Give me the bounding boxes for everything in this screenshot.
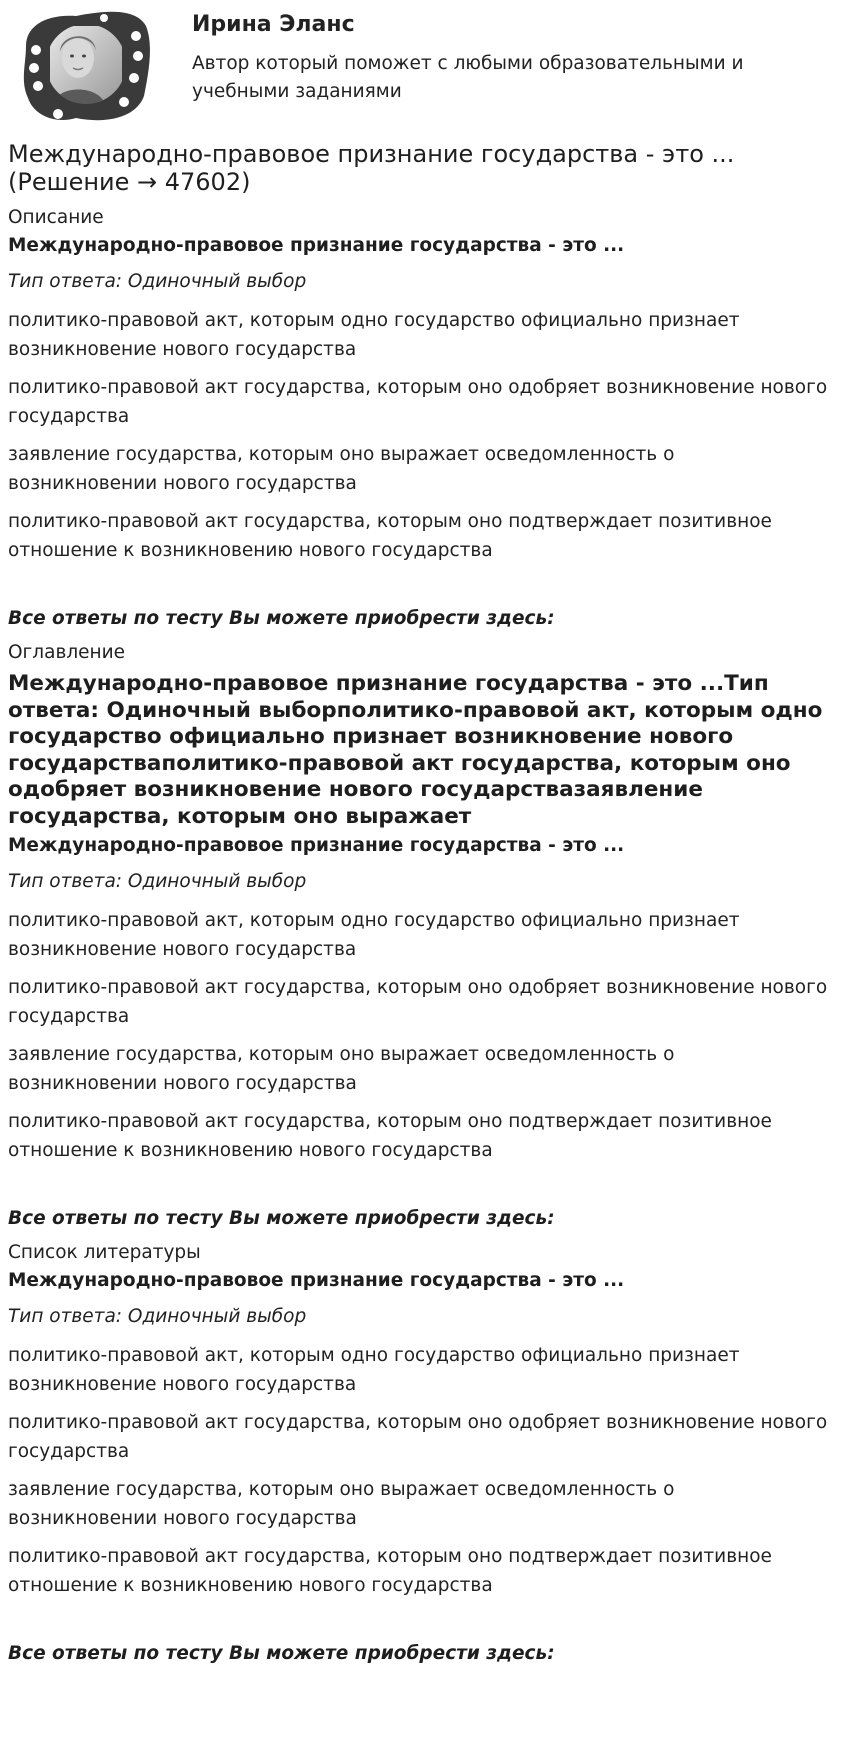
buy-answers-text: Все ответы по тесту Вы можете приобрести здесь:	[8, 608, 555, 629]
answer-option: политико-правовой акт государства, которым оно подтверждает позитивное отношение к возникновению нового государства	[8, 511, 772, 561]
section-bibliography	[8, 1241, 838, 1666]
answer-option: политико-правовой акт, которым одно государство официально признает возникновение нового государства	[8, 1345, 740, 1395]
question-title: Международно-правовое признание государства - это ...	[8, 1270, 625, 1291]
answer-option: политико-правовой акт, которым одно государство официально признает возникновение нового государства	[8, 310, 740, 360]
answer-type: Тип ответа: Одиночный выбор	[8, 871, 307, 892]
section-label: Оглавление	[8, 642, 126, 663]
answer-option: политико-правовой акт государства, которым оно одобряет возникновение нового государства	[8, 377, 828, 427]
section-label: Описание	[8, 207, 104, 228]
avatar[interactable]	[16, 6, 156, 128]
section-table-of-contents	[8, 641, 838, 1231]
answer-option: заявление государства, которым оно выражает осведомленность о возникновении нового государства	[8, 1044, 675, 1094]
buy-answers-text: Все ответы по тесту Вы можете приобрести здесь:	[8, 1643, 555, 1664]
section-description	[8, 206, 838, 631]
buy-answers-text: Все ответы по тесту Вы можете приобрести здесь:	[8, 1208, 555, 1229]
answer-option: заявление государства, которым оно выражает осведомленность о возникновении нового государства	[8, 444, 675, 494]
author-card	[8, 0, 839, 140]
answer-option: заявление государства, которым оно выражает осведомленность о возникновении нового государства	[8, 1479, 675, 1529]
question-title: Международно-правовое признание государства - это ...	[8, 835, 625, 856]
toc-heading: Международно-правовое признание государства - это ...Тип ответа: Одиночный выборполитико-правовой акт, которым одно государство официально признает возникновение нового государстваполитико-правовой акт государства, которым оно одобряет возникновение нового государствазаявление государства, которым оно выражает	[8, 671, 823, 829]
avatar-film-frame-icon	[16, 6, 156, 128]
answer-option: политико-правовой акт государства, которым оно одобряет возникновение нового государства	[8, 977, 828, 1027]
answer-option: политико-правовой акт государства, которым оно одобряет возникновение нового государства	[8, 1412, 828, 1462]
answer-option: политико-правовой акт, которым одно государство официально признает возникновение нового государства	[8, 910, 740, 960]
section-label: Список литературы	[8, 1242, 201, 1263]
page-title: Международно-правовое признание государства - это ... (Решение → 47602)	[8, 140, 735, 196]
answer-type: Тип ответа: Одиночный выбор	[8, 271, 307, 292]
author-name[interactable]: Ирина Эланс	[192, 12, 355, 37]
author-description: Автор который поможет с любыми образовательными и учебными заданиями	[192, 53, 744, 102]
answer-option: политико-правовой акт государства, которым оно подтверждает позитивное отношение к возникновению нового государства	[8, 1111, 772, 1161]
answer-option: политико-правовой акт государства, которым оно подтверждает позитивное отношение к возникновению нового государства	[8, 1546, 772, 1596]
question-title: Международно-правовое признание государства - это ...	[8, 235, 625, 256]
answer-type: Тип ответа: Одиночный выбор	[8, 1306, 307, 1327]
